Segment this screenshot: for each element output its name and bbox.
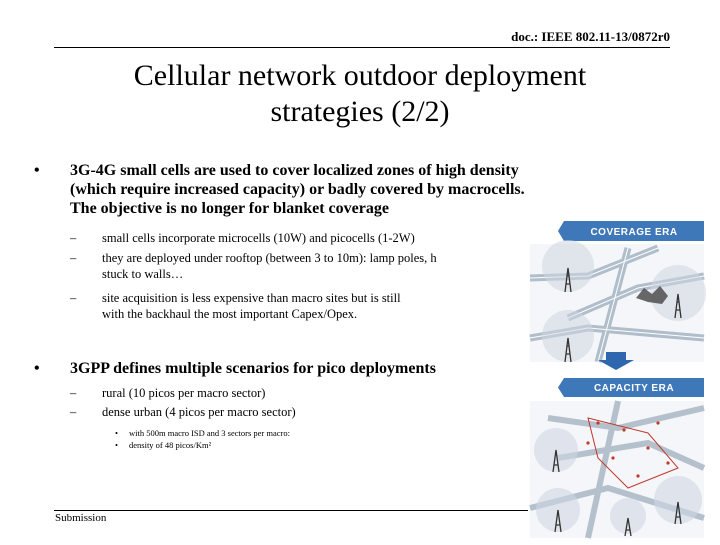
subbullet-marker: – bbox=[70, 231, 77, 245]
subbullet-marker: – bbox=[70, 405, 77, 419]
subbullet-line: site acquisition is less expensive than macro sites but is still bbox=[102, 291, 401, 305]
bullet-text bbox=[70, 359, 550, 378]
title-line-2: strategies (2/2) bbox=[270, 95, 450, 128]
coverage-era-banner bbox=[558, 221, 704, 241]
era-diagram bbox=[528, 218, 706, 540]
subbullet-text bbox=[102, 250, 522, 282]
subbullet-line: stuck to walls… bbox=[102, 267, 184, 281]
bullet-line: The objective is no longer for blanket coverage bbox=[70, 200, 389, 217]
bullet-line: 3GPP defines multiple scenarios for pico deployments bbox=[70, 360, 436, 377]
subbullet-line: small cells incorporate microcells (10W) and picocells (1-2W) bbox=[102, 231, 415, 245]
subbullet-text bbox=[102, 230, 522, 246]
subbullet-marker: – bbox=[70, 251, 77, 265]
coverage-map bbox=[530, 240, 706, 362]
capacity-map bbox=[530, 401, 704, 538]
bullet-marker: • bbox=[34, 162, 40, 179]
bullet-text bbox=[70, 161, 550, 218]
subbullet-marker: – bbox=[70, 291, 77, 305]
capacity-era-label: CAPACITY ERA bbox=[593, 383, 675, 394]
header-divider bbox=[54, 47, 670, 48]
bullet-line: (which require increased capacity) or badly covered by macrocells. bbox=[70, 181, 525, 198]
subsubbullet-text: with 500m macro ISD and 3 sectors per macro: bbox=[129, 428, 290, 438]
subbullet-line: dense urban (4 picos per macro sector) bbox=[102, 405, 296, 419]
coverage-capacity-illustration bbox=[528, 218, 706, 540]
subbullet-line: with the backhaul the most important Capex/Opex. bbox=[102, 307, 358, 321]
subsubbullet-marker: • bbox=[115, 428, 118, 438]
title-line-1: Cellular network outdoor deployment bbox=[133, 59, 587, 92]
subbullet-line: rural (10 picos per macro sector) bbox=[102, 386, 266, 400]
footer-divider bbox=[54, 510, 528, 511]
slide-title bbox=[40, 58, 680, 130]
subbullet-text bbox=[102, 404, 522, 420]
document-id: doc.: IEEE 802.11-13/0872r0 bbox=[511, 29, 670, 44]
bullet-line: 3G-4G small cells are used to cover localized zones of high density bbox=[70, 162, 519, 179]
subbullet-text bbox=[102, 290, 522, 322]
footer-submission-label: Submission bbox=[55, 512, 107, 524]
subsubbullet-marker: • bbox=[115, 440, 118, 450]
subbullet-text bbox=[102, 385, 522, 401]
subbullet-marker: – bbox=[70, 386, 77, 400]
coverage-era-label: COVERAGE ERA bbox=[590, 227, 678, 238]
subsubbullet-text: density of 48 picos/Km² bbox=[129, 440, 212, 450]
subbullet-line: they are deployed under rooftop (between 3 to 10m): lamp poles, h bbox=[102, 251, 437, 265]
capacity-era-banner bbox=[558, 378, 704, 397]
bullet-marker: • bbox=[34, 360, 40, 377]
